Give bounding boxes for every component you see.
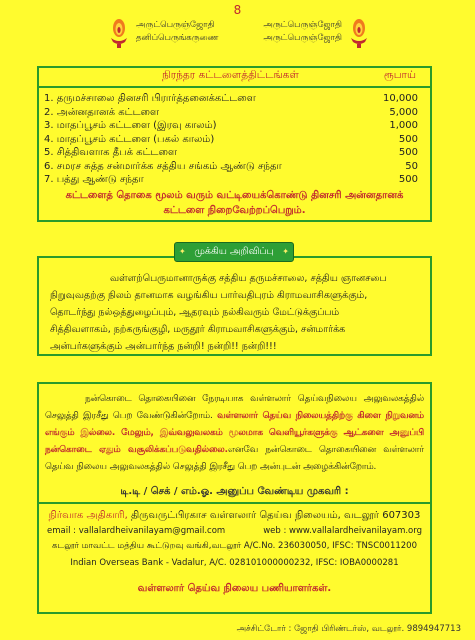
star-icon: ✦ — [282, 247, 289, 256]
donations-note-line1: கட்டளைத் தொகை மூலம் வரும் வட்டியைக்கொண்டு தினசரி அன்னதானக் — [65, 190, 404, 201]
donation-label: 6. சமரச சுத்த சன்மார்க்க சத்திய சங்கம் ஆண்டு சந்தா — [44, 160, 282, 172]
website-link[interactable]: web : www.vallalardheivanilayam.org — [263, 526, 422, 536]
donations-unit: ரூபாய் — [383, 69, 416, 81]
donation-row — [44, 133, 418, 147]
page-number: 8 — [233, 3, 242, 17]
postal-address — [39, 510, 430, 522]
donation-amount: 500 — [398, 147, 418, 158]
donations-title: நிரந்தர கட்டளைத்திட்டங்கள் — [162, 69, 299, 81]
header-left-line1: அருட்பெருஞ்ஜோதி — [136, 20, 215, 30]
page-header — [108, 16, 370, 68]
donations-table — [37, 66, 432, 222]
lamp-icon — [348, 18, 370, 50]
closing-signature: வள்ளலார் தெய்வ நிலைய பணியாளர்கள். — [137, 583, 332, 594]
donation-label: 3. மாதப்பூசம் கட்டளை (இரவு காலம்) — [44, 120, 217, 131]
donation-row — [44, 160, 418, 174]
donation-amount: 10,000 — [383, 93, 418, 104]
header-right-line2: அருட்பெருஞ்ஜோதி — [263, 33, 342, 43]
donation-row — [44, 119, 418, 133]
donations-note-line2: கட்டளை நிறைவேற்றப்பெறும். — [163, 205, 306, 216]
donation-amount: 1,000 — [389, 120, 418, 131]
header-right-text — [263, 19, 342, 45]
header-right-line1: அருட்பெருஞ்ஜோதி — [263, 20, 342, 30]
header-left-text — [136, 19, 218, 45]
donation-label: 2. அன்னதானக் கட்டளை — [44, 106, 160, 118]
policy-warning: வள்ளலார் தெய்வ நிலையத்திற்கு கிளை நிறுவனம் எங்கும் இல்லை. மேலும், இவ்வலுவலகம் மூலமாக வெளியூர்களுக்கு ஆட்களை அனுப்பி நன்கொடை ஏதும் வசூலிக்கப்படுவதில்லை. — [45, 411, 424, 455]
donation-label: 1. தருமச்சாலை தினசரி பிரார்த்தனைக்கட்டளை — [44, 93, 256, 104]
notice-badge — [174, 242, 294, 262]
printer-credit: அச்சிட்டோர் : ஜோதி பிரிண்டர்ஸ், வடலூர். 9894947713 — [236, 624, 461, 634]
email-link[interactable]: email : vallalardheivanilayam@gmail.com — [47, 526, 226, 536]
donation-label: 5. சித்திவளாக தீபக் கட்டளை — [44, 147, 177, 158]
notice-line5: அன்பர்களுக்கும் அன்பார்ந்த நன்றி! நன்றி!! நன்றி!!! — [50, 341, 277, 352]
notice-line4: சித்திவளாகம், நற்கருங்குழி, மருதூர் கிராமவாசிகளுக்கும், சன்மார்க்க — [50, 324, 346, 335]
notice-text — [50, 270, 420, 355]
donation-amount: 5,000 — [389, 106, 418, 118]
lamp-icon — [108, 18, 130, 50]
donation-amount: 500 — [398, 174, 418, 185]
star-icon: ✦ — [179, 247, 186, 256]
notice-badge-label: முக்கிய அறிவிப்பு — [194, 246, 274, 257]
donation-policy-box — [37, 382, 432, 614]
policy-text-1: நன்கொடை தொகையினை நேரடியாக வள்ளலார் தெய்வநிலைய அலுவலகத்தில் செலுத்தி இரசீது பெற வேண்டுகின்றோம். — [45, 394, 424, 421]
donation-amount: 50 — [405, 160, 418, 172]
donations-header — [39, 69, 430, 85]
donation-amount: 500 — [398, 133, 418, 145]
notice-line2: நிறுவுவதற்கு நிலம் தானமாக வழங்கிய பார்வதிபுரம் கிராமவாசிகளுக்கும், — [50, 290, 368, 301]
dd-address-heading: டி.டி / செக் / எம்.ஓ. அனுப்ப வேண்டிய முகவரி : — [120, 486, 349, 497]
donation-row — [44, 92, 418, 106]
donation-row — [44, 173, 418, 187]
divider — [39, 86, 430, 88]
donation-label: 7. பத்து ஆண்டு சந்தா — [44, 174, 144, 185]
address-recipient: நிர்வாக அதிகாரி, — [48, 510, 131, 521]
donation-row — [44, 106, 418, 120]
notice-box — [37, 256, 432, 356]
address-detail: திருவருட்பிரகாச வள்ளலார் தெய்வ நிலையம், வடலூர் 607303 — [130, 510, 421, 521]
header-left-line2: தனிப்பெருங்கருணை — [136, 33, 219, 43]
donation-label: 4. மாதப்பூசம் கட்டளை (பகல் காலம்) — [44, 133, 215, 145]
donation-policy-text — [45, 391, 424, 476]
donations-note — [43, 188, 426, 218]
notice-line3: தொடர்ந்து நல்ஒத்துழைப்பும், ஆதரவும் நல்கிவரும் மேட்டுக்குப்பம் — [50, 307, 340, 318]
donation-rows — [44, 92, 418, 187]
bank-account-1: கடலூர் மாவட்ட மத்திய கூட்டுறவு வங்கி,வடலூர் A/C.No. 236030050, IFSC: TNSC0011200 — [52, 541, 417, 551]
donation-row — [44, 146, 418, 160]
policy-text-2: எனவே நன்கொடை தொகையினை வள்ளலார் தெய்வ நிலைய அலுவலகத்தில் செலுத்தி இரசீது பெற அன்புடன் அழைக்கின்றோம். — [45, 445, 424, 472]
divider — [39, 502, 430, 504]
notice-line1: வள்ளற்பெருமானாருக்கு சத்திய தருமச்சாலை, சத்திய ஞானசபை — [110, 273, 387, 284]
bank-account-2: Indian Overseas Bank - Vadalur, A/C. 028101000000232, IFSC: IOBA0000281 — [70, 558, 399, 568]
